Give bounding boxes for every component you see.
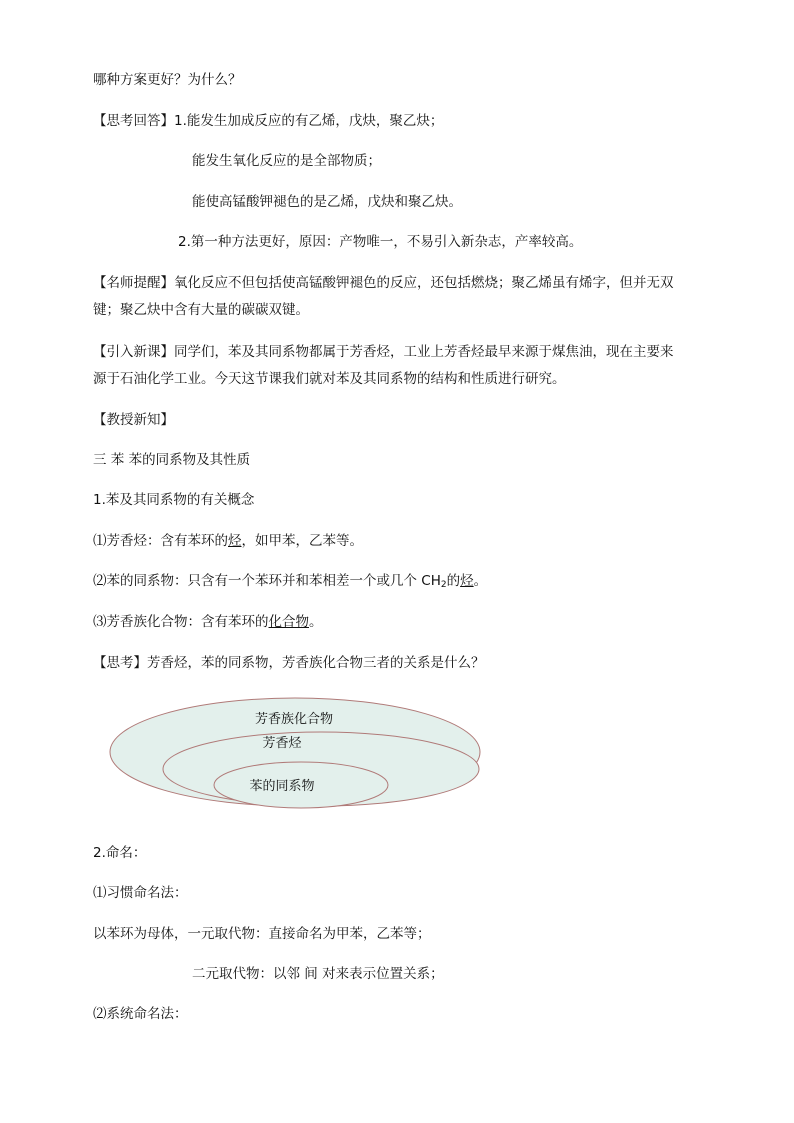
inner-label: 苯的同系物 (249, 779, 315, 794)
section-tag: 【名师提醒】 (93, 275, 174, 291)
disubstituted-naming-line: 二元取代物：以邻 间 对来表示位置关系； (192, 966, 444, 982)
definition-aromatic-hydrocarbon: ⑴芳香烃：含有苯环的烃，如甲苯，乙苯等。 (93, 533, 363, 549)
outer-label: 芳香族化合物 (254, 712, 334, 727)
question-line: 哪种方案更好？为什么？ (93, 72, 242, 88)
teacher-reminder-line-2: 键；聚乙炔中含有大量的碳碳双键。 (93, 302, 309, 318)
common-naming-heading: ⑴习惯命名法： (93, 885, 188, 901)
think-answer-line-1: 【思考回答】1.能发生加成反应的有乙烯，戊炔，聚乙炔； (93, 113, 444, 129)
naming-heading: 2.命名： (93, 845, 147, 861)
definition-aromatic-compound: ⑶芳香族化合物：含有苯环的化合物。 (93, 614, 323, 630)
teacher-reminder-line-1: 【名师提醒】氧化反应不但包括使高锰酸钾褪色的反应，还包括燃烧；聚乙烯虽有烯字，但并无双 (93, 275, 674, 291)
think-question-line: 【思考】芳香烃，苯的同系物，芳香族化合物三者的关系是什么？ (93, 655, 485, 671)
middle-label: 芳香烃 (262, 736, 302, 751)
nested-ellipse-diagram (100, 695, 490, 810)
systematic-naming-heading: ⑵系统命名法： (93, 1006, 188, 1022)
section-tag: 【思考】 (93, 655, 147, 671)
subsection-heading: 1.苯及其同系物的有关概念 (93, 492, 255, 508)
definition-benzene-homologue: ⑵苯的同系物：只含有一个苯环并和苯相差一个或几个 $CH_2$的烃。 (93, 573, 488, 590)
think-answer-line-4: 2.第一种方法更好，原因：产物唯一，不易引入新杂志，产率较高。 (178, 234, 583, 250)
think-answer-line-2: 能发生氧化反应的是全部物质； (192, 153, 381, 169)
section-heading: 三 苯 苯的同系物及其性质 (93, 452, 251, 468)
monosubstituted-naming-line: 以苯环为母体，一元取代物：直接命名为甲苯，乙苯等； (93, 926, 431, 942)
section-tag: 【思考回答】 (93, 113, 174, 129)
new-knowledge-heading: 【教授新知】 (93, 412, 174, 428)
intro-line-1: 【引入新课】同学们，苯及其同系物都属于芳香烃，工业上芳香烃最早来源于煤焦油，现在主要来 (93, 344, 674, 360)
intro-line-2: 源于石油化学工业。今天这节课我们就对苯及其同系物的结构和性质进行研究。 (93, 371, 566, 387)
think-answer-line-3: 能使高锰酸钾褪色的是乙烯，戊炔和聚乙炔。 (192, 194, 462, 210)
section-tag: 【引入新课】 (93, 344, 174, 360)
